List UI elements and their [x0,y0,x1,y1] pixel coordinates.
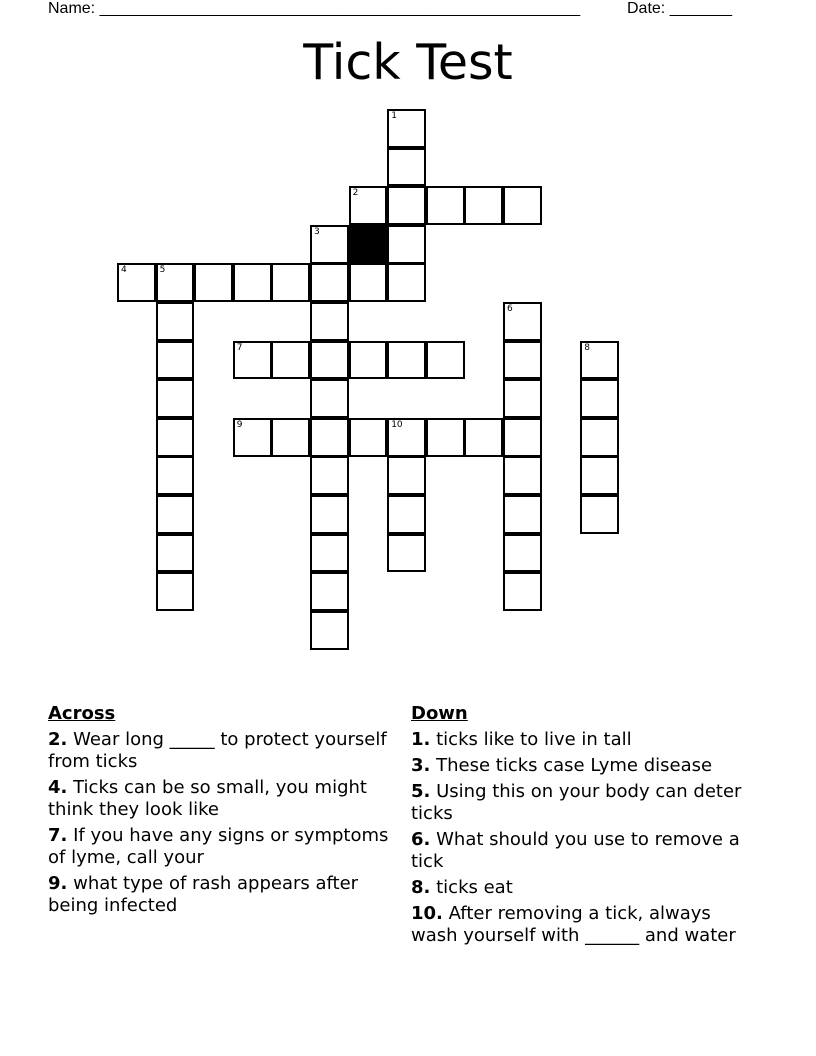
across-heading: Across [48,703,116,724]
crossword-cell[interactable] [503,418,542,457]
crossword-cell[interactable] [310,302,349,341]
down-clue [411,755,756,777]
crossword-cell[interactable] [426,341,465,380]
clue-number-label: 8 [584,342,590,353]
crossword-cell[interactable] [349,186,388,225]
clue-text: If you have any signs or symptoms of lyme, call your [48,825,389,868]
crossword-cell[interactable] [503,186,542,225]
down-clue [411,903,756,947]
clue-number: 1. [411,729,431,750]
crossword-cell[interactable] [310,418,349,457]
down-clue [411,729,756,751]
crossword-cell[interactable] [387,341,426,380]
crossword-cell[interactable] [464,186,503,225]
down-heading: Down [411,703,468,724]
clue-text: Wear long _____ to protect yourself from ticks [48,729,387,772]
down-clue [411,877,756,899]
crossword-cell[interactable] [387,186,426,225]
crossword-cell[interactable] [271,341,310,380]
crossword-cell[interactable] [426,418,465,457]
crossword-cell[interactable] [349,263,388,302]
clue-number: 6. [411,829,431,850]
crossword-cell[interactable] [233,263,272,302]
crossword-cell[interactable] [310,341,349,380]
clue-number: 7. [48,825,68,846]
crossword-cell[interactable] [156,534,195,573]
across-clues [48,703,393,921]
crossword-cell[interactable] [387,148,426,187]
clue-text: After removing a tick, always wash yourself with ______ and water [411,903,736,946]
crossword-cell[interactable] [156,302,195,341]
crossword-cell[interactable] [580,495,619,534]
crossword-grid [117,109,590,654]
crossword-cell[interactable] [503,302,542,341]
clue-text: What should you use to remove a tick [411,829,740,872]
crossword-cell[interactable] [503,572,542,611]
crossword-cell[interactable] [310,572,349,611]
crossword-cell[interactable] [503,495,542,534]
clue-number: 4. [48,777,68,798]
crossword-cell[interactable] [156,456,195,495]
crossword-cell[interactable] [503,341,542,380]
crossword-cell[interactable] [233,341,272,380]
clue-number-label: 10 [391,419,403,430]
clue-text: ticks eat [436,877,513,898]
across-clue [48,729,393,773]
crossword-cell[interactable] [580,456,619,495]
crossword-cell[interactable] [387,263,426,302]
crossword-cell[interactable] [310,456,349,495]
across-clue [48,777,393,821]
name-field: Name: ______________________________________________________ [48,0,581,17]
black-square [349,225,388,264]
crossword-cell[interactable] [194,263,233,302]
clue-text: what type of rash appears after being infected [48,873,359,916]
crossword-cell[interactable] [271,418,310,457]
clue-number-label: 5 [159,265,166,276]
crossword-cell[interactable] [233,418,272,457]
across-clue [48,873,393,917]
page-title: Tick Test [303,34,513,91]
crossword-cell[interactable] [387,418,426,457]
crossword-cell[interactable] [503,534,542,573]
crossword-cell[interactable] [580,379,619,418]
down-clue [411,781,756,825]
clue-number-label: 3 [314,226,320,237]
clue-number: 10. [411,903,443,924]
clue-number-label: 4 [121,265,127,276]
crossword-cell[interactable] [156,341,195,380]
crossword-cell[interactable] [310,263,349,302]
crossword-cell[interactable] [503,456,542,495]
clue-number: 5. [411,781,431,802]
crossword-cell[interactable] [426,186,465,225]
clue-number-label: 6 [507,304,513,314]
clue-text: These ticks case Lyme disease [436,755,713,776]
down-clue [411,829,756,873]
crossword-cell[interactable] [117,263,156,302]
crossword-cell[interactable] [310,611,349,650]
clue-text: ticks like to live in tall [436,729,632,750]
crossword-cell[interactable] [156,418,195,457]
crossword-cell[interactable] [271,263,310,302]
clue-number: 3. [411,755,431,776]
date-field: Date: _______ [627,0,732,17]
crossword-cell[interactable] [310,225,349,264]
clue-number: 8. [411,877,431,898]
crossword-cell[interactable] [310,379,349,418]
crossword-cell[interactable] [156,495,195,534]
across-clue [48,825,393,869]
clue-text: Using this on your body can deter ticks [411,781,742,824]
crossword-cell[interactable] [349,341,388,380]
crossword-cell[interactable] [580,418,619,457]
clue-number: 9. [48,873,68,894]
clue-number-label: 9 [236,419,243,430]
crossword-cell[interactable] [503,379,542,418]
crossword-cell[interactable] [156,572,195,611]
down-clues [411,703,756,951]
clue-number-label: 2 [352,188,359,199]
crossword-cell[interactable] [464,418,503,457]
crossword-cell[interactable] [387,534,426,573]
crossword-cell[interactable] [580,341,619,380]
clue-number: 2. [48,729,68,750]
crossword-cell[interactable] [156,379,195,418]
crossword-cell[interactable] [310,495,349,534]
crossword-cell[interactable] [349,418,388,457]
crossword-cell[interactable] [387,109,426,148]
crossword-cell[interactable] [387,456,426,495]
crossword-cell[interactable] [387,225,426,264]
crossword-cell[interactable] [387,495,426,534]
crossword-cell[interactable] [156,263,195,302]
clue-number-label: 7 [236,342,243,353]
crossword-cell[interactable] [310,534,349,573]
clue-text: Ticks can be so small, you might think they look like [48,777,367,820]
clue-number-label: 1 [391,111,397,121]
